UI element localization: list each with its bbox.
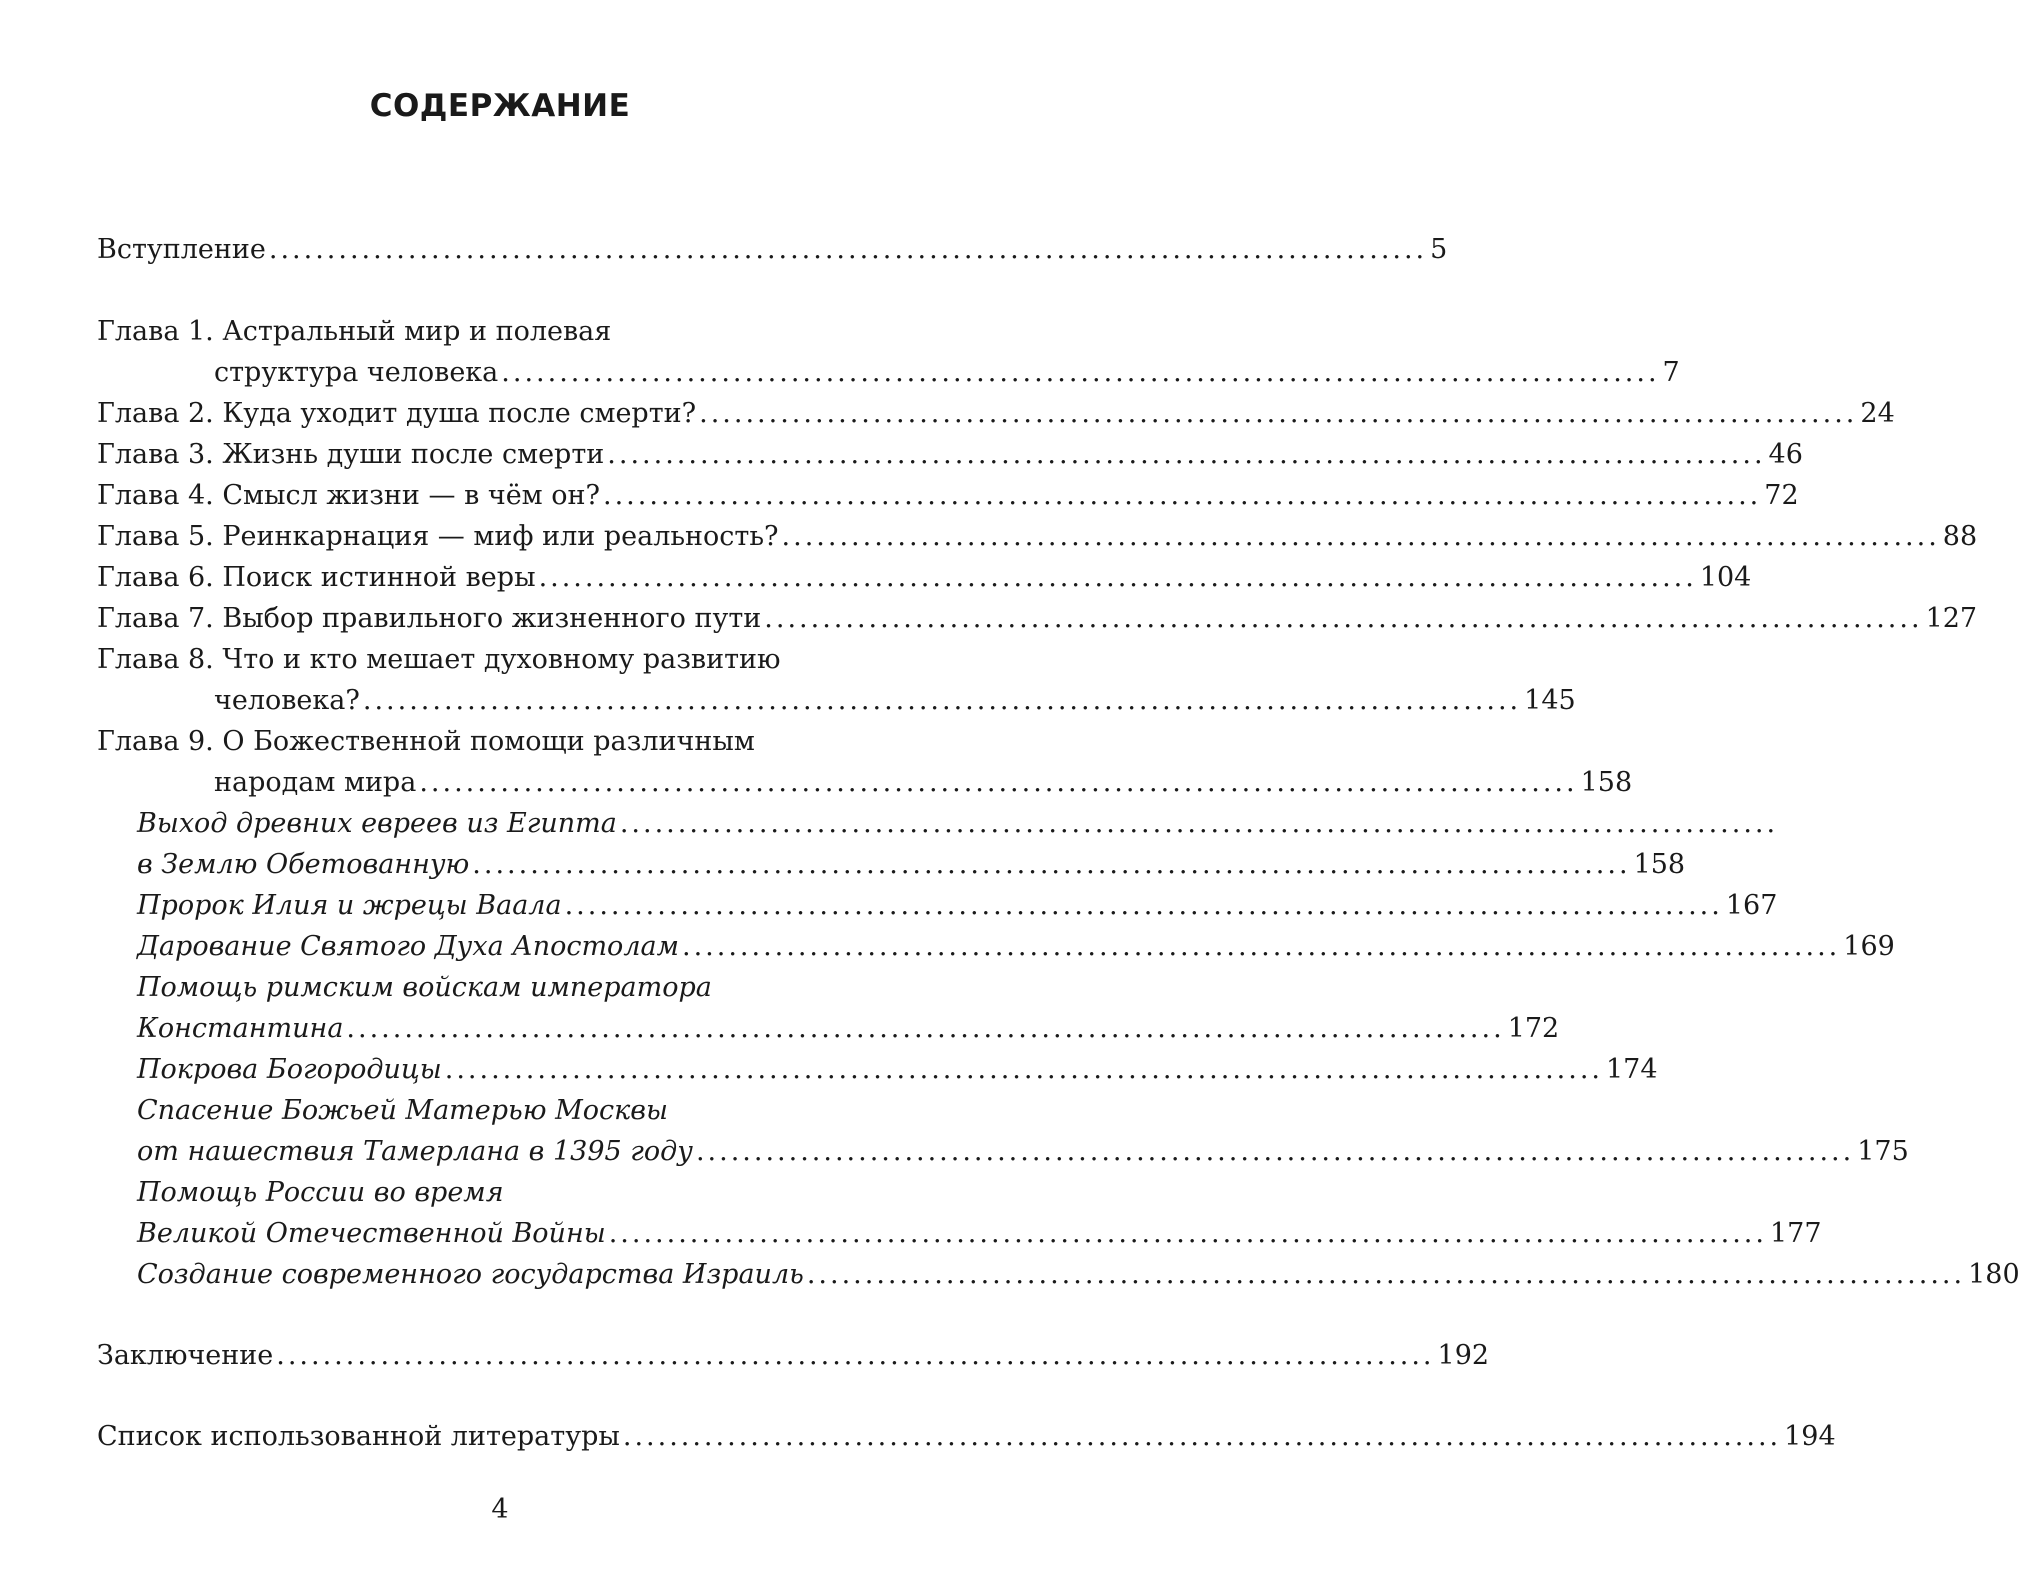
toc-entry-conclusion[interactable]: [97, 1335, 1490, 1376]
toc-subentry-1[interactable]: [137, 844, 1686, 885]
toc-entry-chapter-9-title[interactable]: [97, 721, 923, 762]
toc-entry-page: 194: [1784, 1421, 1836, 1452]
toc-subentry-2[interactable]: [137, 885, 1778, 926]
toc-entry-page: 177: [1769, 1218, 1822, 1249]
toc-entry-title: Глава 7. Выбор правильного жизненного пути: [97, 603, 762, 634]
toc-entry-chapter-3[interactable]: [97, 434, 1803, 475]
toc-entry-title-cont: Великой Отечественной Войны: [137, 1218, 606, 1249]
toc-entry-page: 192: [1437, 1340, 1490, 1371]
toc-subentry-6-title[interactable]: [137, 1090, 923, 1131]
toc-entry-page: 174: [1606, 1054, 1658, 1085]
dot-leader: ....................................................................................................: [608, 1218, 1767, 1249]
toc-entry-page: 158: [1633, 849, 1686, 880]
toc-entry-title: Вступление: [97, 234, 266, 265]
toc-entry-title: Покрова Богородицы: [137, 1054, 442, 1085]
toc-entry-chapter-4[interactable]: [97, 475, 1799, 516]
toc-entry-intro[interactable]: [97, 229, 1448, 270]
dot-leader: ....................................................................................................: [806, 1259, 1966, 1290]
toc-entry-title: Глава 9. О Божественной помощи различным: [97, 726, 755, 757]
toc-entry-title-cont: в Землю Обетованную: [137, 849, 470, 880]
dot-leader: ....................................................................................................: [472, 849, 1631, 880]
dot-leader: ....................................................................................................: [501, 357, 1660, 388]
toc-entry-title: Глава 5. Реинкарнация — миф или реальность?: [97, 521, 779, 552]
toc-subentry-1-title[interactable]: [137, 803, 1779, 844]
toc-entry-title-cont: структура человека: [214, 357, 499, 388]
toc-entry-title: Помощь римским войскам императора: [137, 972, 712, 1003]
toc-entry-page: 167: [1725, 890, 1778, 921]
toc-entry-chapter-2[interactable]: [97, 393, 1895, 434]
toc-entry-chapter-8-title[interactable]: [97, 639, 923, 680]
dot-leader: ....................................................................................................: [682, 931, 1841, 962]
toc-entry-page: 172: [1507, 1013, 1560, 1044]
toc-entry-title: Глава 2. Куда уходит душа после смерти?: [97, 398, 697, 429]
toc-entry-page: 127: [1925, 603, 1978, 634]
toc-entry-page: 7: [1662, 357, 1680, 388]
dot-leader: ....................................................................................................: [622, 1421, 1782, 1452]
dot-leader: ....................................................................................................: [603, 480, 1762, 511]
toc-entry-title: Спасение Божьей Матерью Москвы: [137, 1095, 668, 1126]
dot-leader: ....................................................................................................: [699, 398, 1858, 429]
toc-entry-title: Выход древних евреев из Египта: [137, 808, 617, 839]
dot-leader: ....................................................................................................: [538, 562, 1697, 593]
toc-entry-title: Дарование Святого Духа Апостолам: [137, 931, 679, 962]
toc-entry-title: Глава 6. Поиск истинной веры: [97, 562, 536, 593]
toc-entry-page: 158: [1580, 767, 1633, 798]
toc-entry-chapter-8[interactable]: [214, 680, 1576, 721]
dot-leader: ....................................................................................................: [346, 1013, 1505, 1044]
toc-entry-bibliography[interactable]: [97, 1416, 1836, 1457]
toc-subentry-7-title[interactable]: [137, 1172, 923, 1213]
toc-entry-title: Глава 4. Смысл жизни — в чём он?: [97, 480, 600, 511]
toc-entry-title: Создание современного государства Израиль: [137, 1259, 804, 1290]
toc-entry-page: 175: [1857, 1136, 1909, 1167]
dot-leader: ....................................................................................................: [607, 439, 1766, 470]
dot-leader: ....................................................................................................: [444, 1054, 1603, 1085]
toc-entry-title-cont: человека?: [214, 685, 360, 716]
dot-leader: ....................................................................................................: [764, 603, 1923, 634]
toc-entry-page: 104: [1699, 562, 1752, 593]
toc-subentry-5[interactable]: [137, 1049, 1658, 1090]
toc-entry-page: 72: [1764, 480, 1799, 511]
page-number: 4: [491, 1494, 509, 1525]
toc-entry-title: Глава 1. Астральный мир и полевая: [97, 316, 612, 347]
toc-entry-title: Помощь России во время: [137, 1177, 504, 1208]
toc-subentry-4[interactable]: [137, 1008, 1560, 1049]
toc-entry-title: Список использованной литературы: [97, 1421, 620, 1452]
dot-leader: ....................................................................................................: [564, 890, 1723, 921]
dot-leader: ....................................................................................................: [419, 767, 1578, 798]
toc-subentry-3[interactable]: [137, 926, 1895, 967]
dot-leader: ....................................................................................................: [276, 1340, 1435, 1371]
toc-entry-title: Глава 8. Что и кто мешает духовному развитию: [97, 644, 781, 675]
dot-leader: ....................................................................................................: [268, 234, 1428, 265]
toc-subentry-8[interactable]: [137, 1254, 2020, 1295]
toc-entry-title-cont: народам мира: [214, 767, 417, 798]
toc-entry-page: 5: [1430, 234, 1448, 265]
toc-entry-page: 24: [1860, 398, 1895, 429]
toc-entry-chapter-1[interactable]: [214, 352, 1680, 393]
toc-entry-page: 180: [1968, 1259, 2020, 1290]
toc-subentry-6[interactable]: [137, 1131, 1909, 1172]
page-title: СОДЕРЖАНИЕ: [369, 88, 631, 124]
toc-entry-page: 46: [1768, 439, 1803, 470]
toc-subentry-4-title[interactable]: [137, 967, 923, 1008]
dot-leader: ....................................................................................................: [619, 808, 1779, 839]
toc-entry-title: Заключение: [97, 1340, 274, 1371]
toc-entry-page: 88: [1942, 521, 1978, 552]
toc-entry-page: 145: [1524, 685, 1576, 716]
toc-entry-chapter-9[interactable]: [214, 762, 1633, 803]
dot-leader: ....................................................................................................: [695, 1136, 1855, 1167]
toc-entry-title: Пророк Илия и жрецы Ваала: [137, 890, 562, 921]
toc-entry-page: 169: [1843, 931, 1895, 962]
toc-entry-chapter-1-title[interactable]: [97, 311, 923, 352]
dot-leader: ....................................................................................................: [362, 685, 1522, 716]
toc-entry-title-cont: Константина: [137, 1013, 344, 1044]
toc-entry-title-cont: от нашествия Тамерлана в 1395 году: [137, 1136, 693, 1167]
toc-entry-chapter-6[interactable]: [97, 557, 1752, 598]
dot-leader: ....................................................................................................: [781, 521, 1940, 552]
toc-entry-chapter-5[interactable]: [97, 516, 1978, 557]
toc-entry-chapter-7[interactable]: [97, 598, 1978, 639]
toc-entry-title: Глава 3. Жизнь души после смерти: [97, 439, 605, 470]
toc-subentry-7[interactable]: [137, 1213, 1822, 1254]
